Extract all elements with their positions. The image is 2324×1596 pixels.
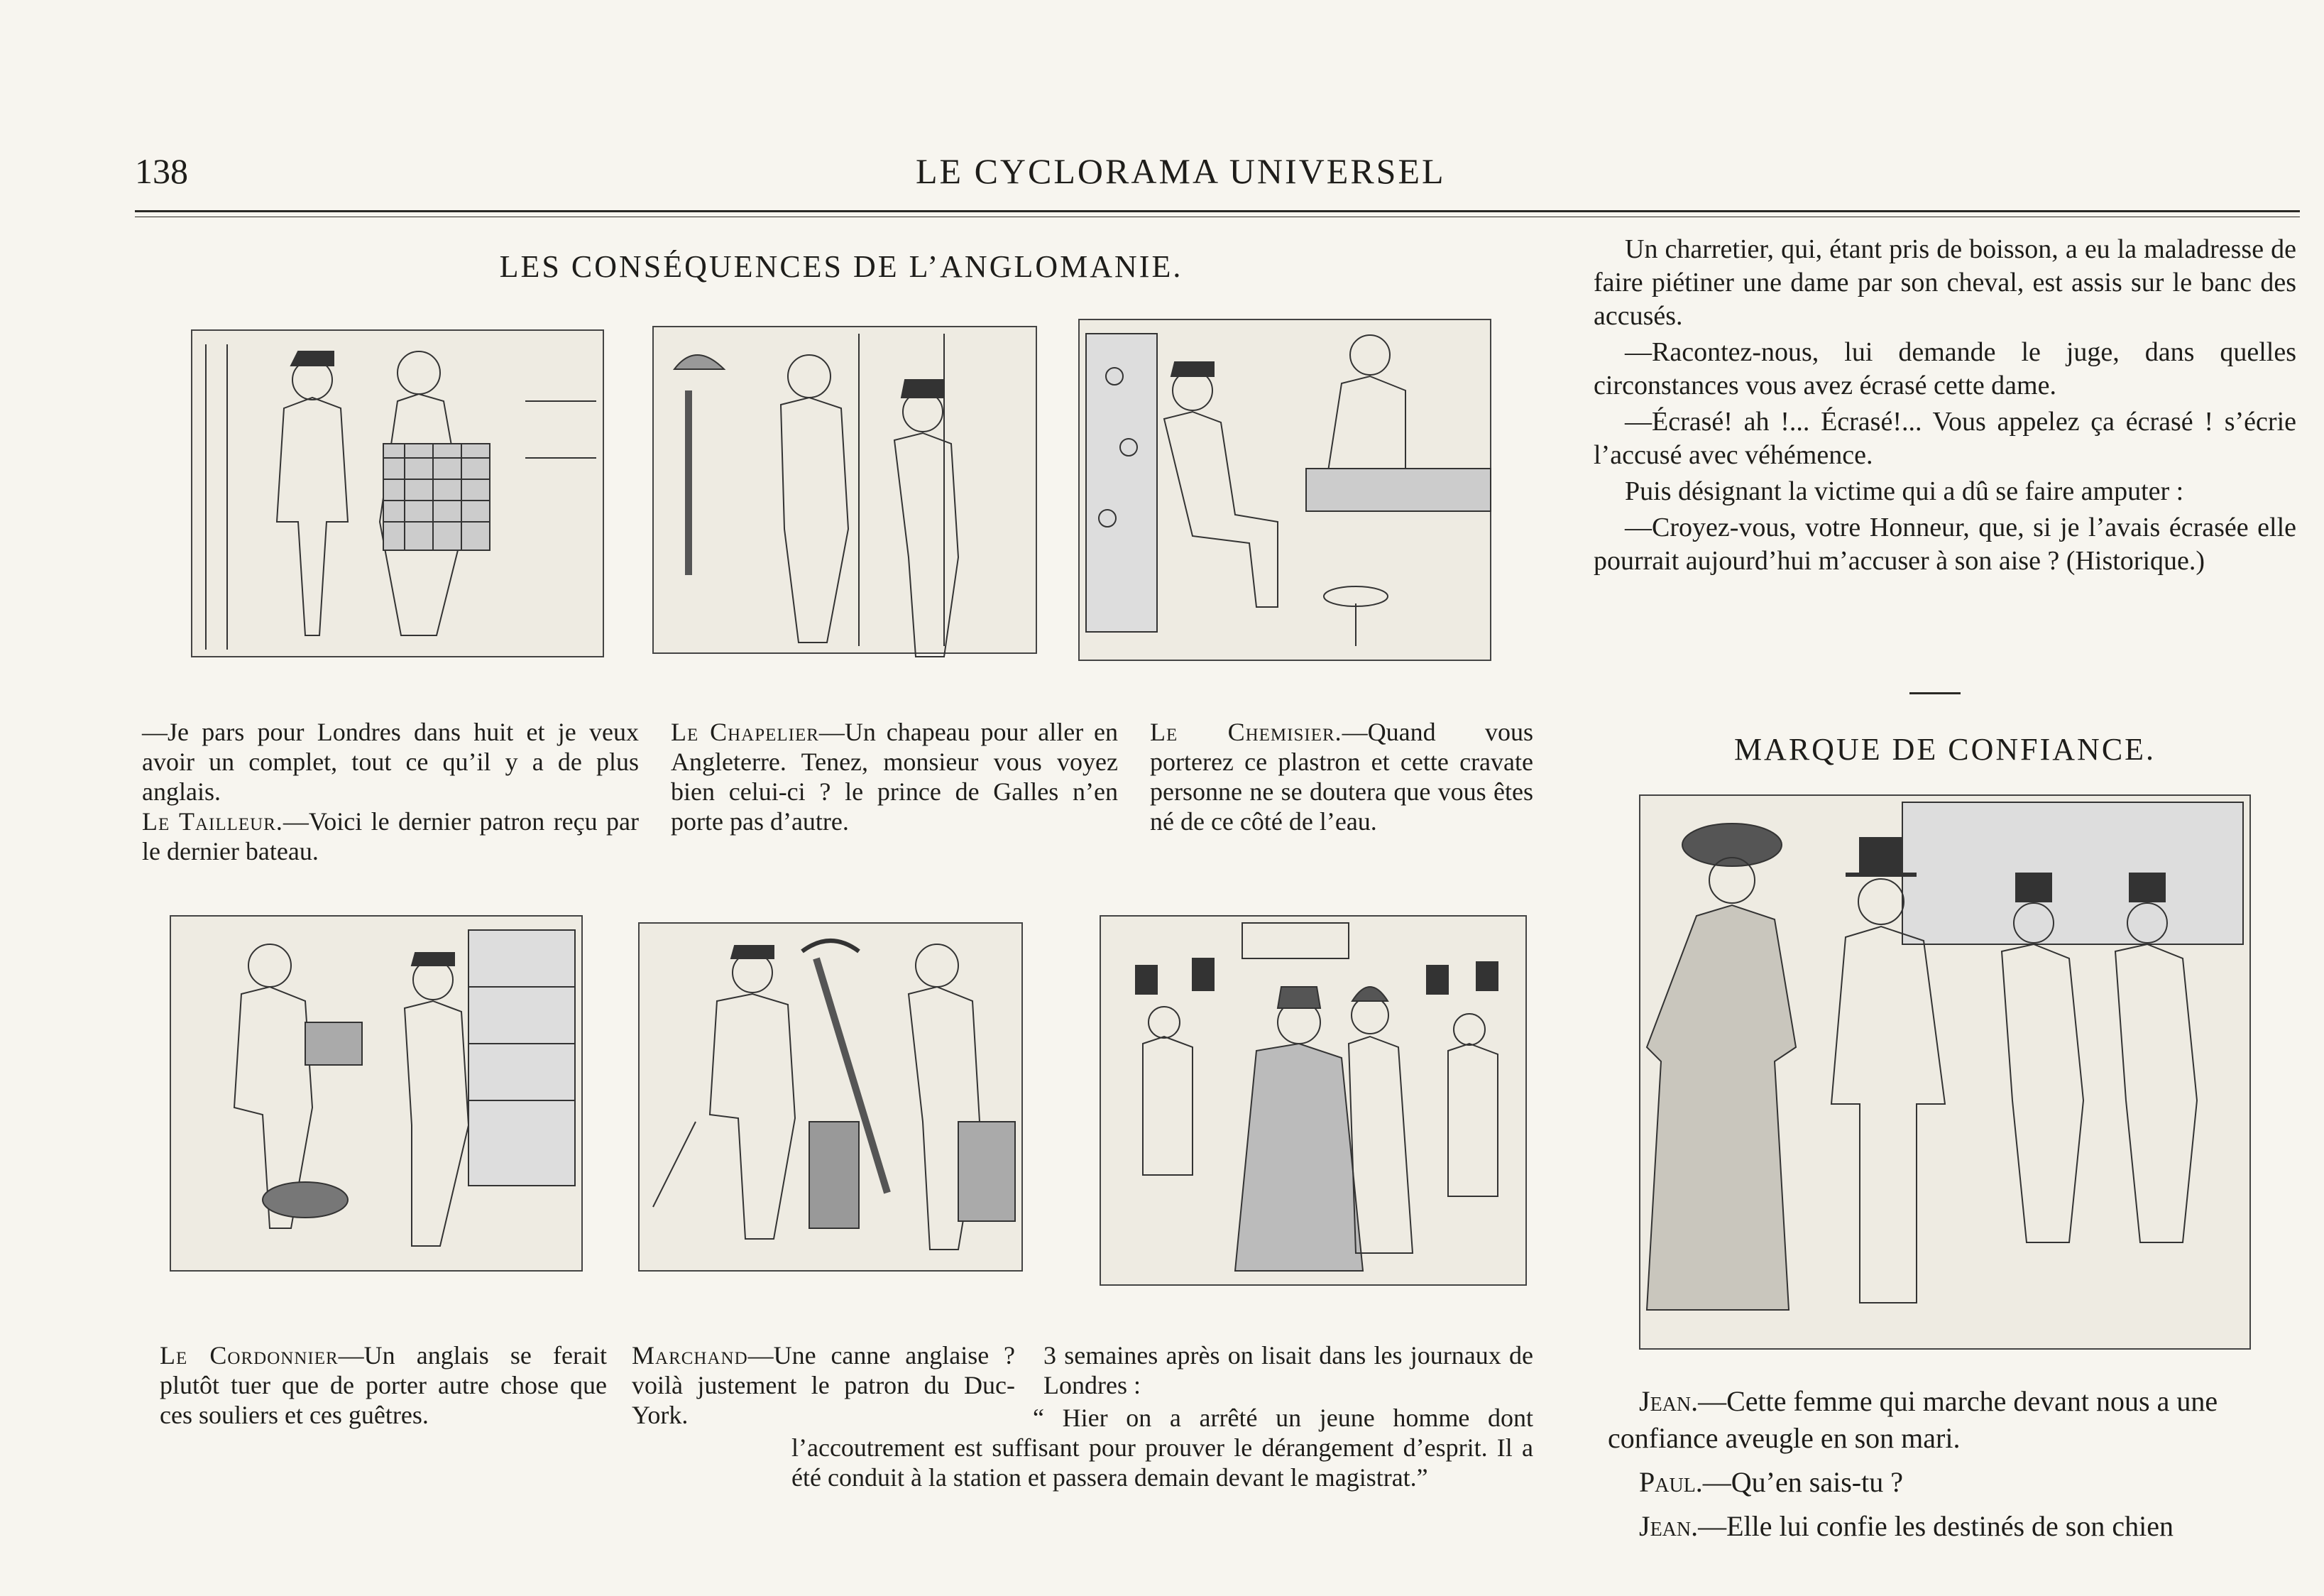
shoemaker-drawing <box>163 902 589 1285</box>
caption-shirtmaker-text: —Quand vous porterez ce plastron et cette cravate personne ne se doutera que vous êtes né de ce côté de l’eau. <box>1150 718 1533 836</box>
hatter-drawing <box>646 312 1043 667</box>
caption-shirtmaker <box>1150 717 1533 836</box>
caption-shoemaker-speaker: Le Cordonnier <box>160 1341 339 1370</box>
caption-shoemaker <box>160 1340 607 1430</box>
arrest-street-drawing <box>1093 902 1533 1299</box>
dialog-speaker-2: Paul. <box>1639 1466 1703 1498</box>
dialog-text-2: —Qu’en sais-tu ? <box>1702 1466 1903 1498</box>
dialog-text-1: —Cette femme qui marche devant nous a une confiance aveugle en son mari. <box>1608 1385 2218 1454</box>
dialog-line-3 <box>1608 1508 2307 1545</box>
hatter-illustration <box>646 312 1043 667</box>
cane-merchant-illustration <box>632 909 1029 1285</box>
caption-newspaper-quote: “ Hier on a arrêté un jeune homme dont l’accoutrement est suffisant pour prouver le dérangement d’esprit. Il a été conduit à la station et passera demain devant le magistrat.” <box>791 1404 1533 1492</box>
court-paragraph-5: —Croyez-vous, votre Honneur, que, si je l’avais écrasée elle pourrait aujourd’hui m’accuser à son aise ? (Historique.) <box>1594 513 2296 576</box>
page-number: 138 <box>135 151 188 191</box>
tailor-illustration <box>185 316 610 671</box>
dialog-speaker-1: Jean. <box>1639 1385 1699 1417</box>
caption-tailor <box>142 717 639 866</box>
shoemaker-illustration <box>163 902 589 1285</box>
caption-hatter <box>671 717 1118 836</box>
court-anecdote <box>1594 233 2296 581</box>
dialog-line-1 <box>1608 1383 2307 1457</box>
header-rule <box>135 210 2300 212</box>
caption-shirtmaker-speaker: Le Chemisier. <box>1150 718 1342 746</box>
section-title-confiance: MARQUE DE CONFIANCE. <box>1733 732 2156 767</box>
dialog-line-2 <box>1608 1464 2307 1501</box>
caption-hatter-speaker: Le Chapelier <box>671 718 819 746</box>
confidence-couple-drawing <box>1633 788 2257 1356</box>
court-paragraph-1: Un charretier, qui, étant pris de boisson, a eu la maladresse de faire piétiner une dame par son cheval, est assis sur le banc des accusés. <box>1594 234 2296 331</box>
shirtmaker-illustration <box>1072 305 1498 674</box>
cane-merchant-drawing <box>632 909 1029 1285</box>
court-paragraph-3: —Écrasé! ah !... Écrasé!... Vous appelez ça écrasé ! s’écrie l’accusé avec véhémence. <box>1594 407 2296 470</box>
court-paragraph-2: —Racontez-nous, lui demande le juge, dans quelles circonstances vous avez écrasé cette dame. <box>1594 337 2296 400</box>
caption-cane-merchant-speaker: Marchand <box>632 1341 748 1370</box>
caption-newspaper-intro: 3 semaines après on lisait dans les journaux de Londres : <box>1043 1341 1533 1399</box>
dialog-speaker-3: Jean. <box>1639 1510 1699 1542</box>
arrest-street-illustration <box>1093 902 1533 1299</box>
court-paragraph-4: Puis désignant la victime qui a dû se faire amputer : <box>1625 476 2184 506</box>
caption-hatter-text: —Un chapeau pour aller en Angleterre. Tenez, monsieur vous voyez bien celui-ci ? le prince de Galles n’en porte pas d’autre. <box>671 718 1118 836</box>
caption-shoemaker-text: —Un anglais se ferait plutôt tuer que de porter autre chose que ces souliers et ces guêtres. <box>160 1341 607 1429</box>
page-header-title: LE CYCLORAMA UNIVERSEL <box>916 151 1446 191</box>
confidence-dialog <box>1608 1383 2307 1552</box>
shirtmaker-drawing <box>1072 305 1498 674</box>
dialog-text-3: —Elle lui confie les destinés de son chien <box>1698 1510 2174 1542</box>
caption-cane-merchant-text: —Une canne anglaise ? voilà justement le patron du Duc-York. <box>632 1341 1015 1429</box>
caption-tailor-reply: —Voici le dernier patron reçu par le dernier bateau. <box>142 807 639 865</box>
section-title-anglomanie: LES CONSÉQUENCES DE L’ANGLOMANIE. <box>499 249 1183 284</box>
tailor-drawing <box>185 316 610 671</box>
confidence-couple-illustration <box>1633 788 2257 1356</box>
caption-tailor-speaker: Le Tailleur. <box>142 807 283 836</box>
caption-tailor-client-line: —Je pars pour Londres dans huit et je veux avoir un complet, tout ce qu’il y a de plus anglais. <box>142 718 639 806</box>
section-divider <box>1909 692 1961 694</box>
